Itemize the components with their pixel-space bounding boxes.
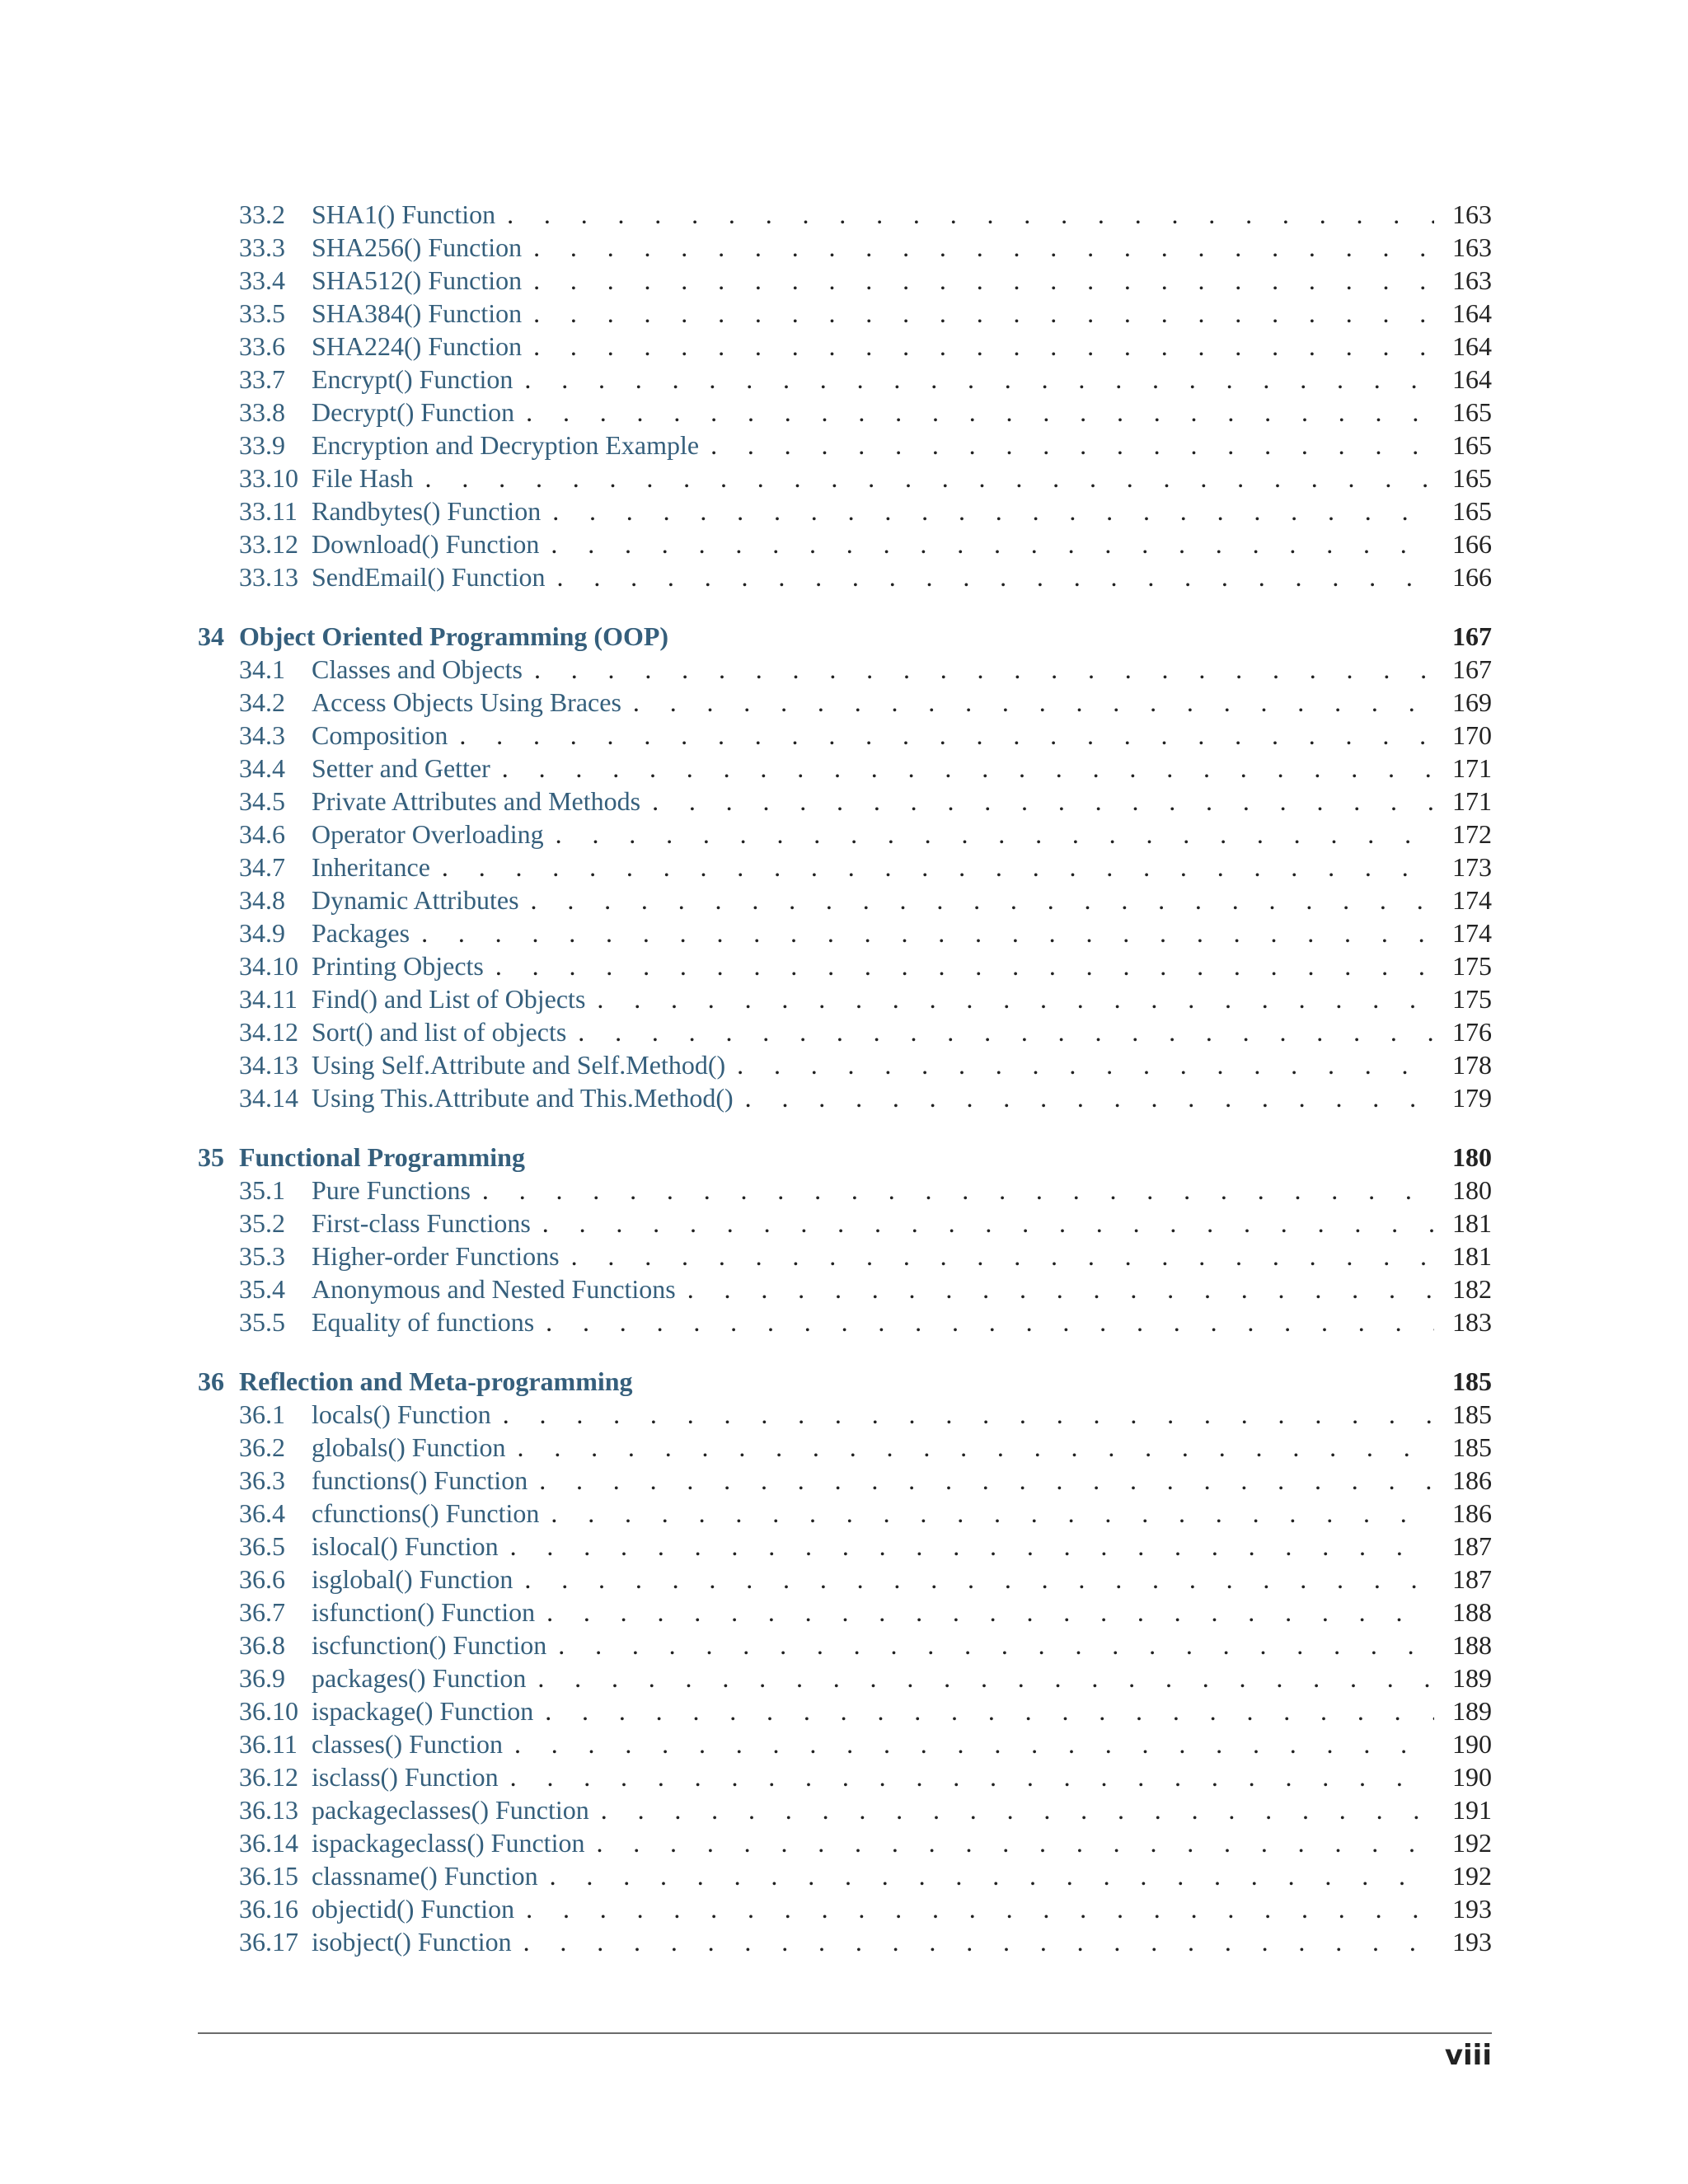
section-title-link[interactable]: Sort() and list of objects (312, 1017, 567, 1047)
chapter-number: 35 (198, 1142, 224, 1172)
section-number: 36.5 (239, 1531, 285, 1561)
toc-section-entry[interactable] (198, 1081, 1492, 1114)
section-number: 36.9 (239, 1663, 285, 1693)
dot-leader (737, 1048, 1434, 1081)
section-page-number: 163 (1452, 199, 1492, 229)
dot-leader (557, 560, 1434, 593)
toc-section-entry[interactable] (198, 198, 1492, 231)
section-page-number: 191 (1452, 1795, 1492, 1825)
section-page-number: 163 (1452, 265, 1492, 295)
dot-leader (421, 916, 1434, 949)
section-number: 33.2 (239, 199, 285, 229)
dot-leader (514, 1727, 1434, 1760)
toc-section-entry[interactable] (198, 851, 1492, 883)
toc-section-entry[interactable] (198, 1694, 1492, 1727)
dot-leader (551, 1497, 1434, 1530)
dot-leader (556, 818, 1434, 851)
section-page-number: 181 (1452, 1241, 1492, 1271)
dot-leader (552, 494, 1434, 527)
toc-section-entry[interactable] (198, 1727, 1492, 1760)
section-page-number: 172 (1452, 819, 1492, 849)
dot-leader (710, 429, 1434, 462)
section-title-link[interactable]: isglobal() Function (312, 1564, 513, 1594)
dot-leader (510, 1760, 1434, 1793)
section-number: 36.17 (239, 1927, 298, 1957)
section-page-number: 164 (1452, 364, 1492, 394)
section-title-link[interactable]: packageclasses() Function (312, 1795, 589, 1825)
section-title-link[interactable]: Decrypt() Function (312, 397, 515, 427)
section-title-link[interactable]: isfunction() Function (312, 1597, 536, 1627)
section-title-link[interactable]: packages() Function (312, 1663, 527, 1693)
dot-leader (546, 1596, 1434, 1629)
section-page-number: 164 (1452, 331, 1492, 361)
toc-chapter-entry[interactable] (198, 1141, 1492, 1174)
dot-leader (633, 686, 1434, 719)
section-title-link[interactable]: isclass() Function (312, 1762, 499, 1792)
section-number: 36.15 (239, 1861, 298, 1891)
section-number: 36.11 (239, 1729, 298, 1759)
section-number: 34.13 (239, 1050, 298, 1080)
dot-leader (533, 330, 1434, 363)
toc-section-entry[interactable] (198, 785, 1492, 818)
toc-section-entry[interactable] (198, 686, 1492, 719)
toc-section-entry[interactable] (198, 494, 1492, 527)
toc-section-entry[interactable] (198, 363, 1492, 396)
toc-section-entry[interactable] (198, 1596, 1492, 1629)
section-number: 33.13 (239, 562, 298, 592)
section-title-link[interactable]: Dynamic Attributes (312, 885, 519, 915)
section-page-number: 178 (1452, 1050, 1492, 1080)
dot-leader (526, 1892, 1434, 1925)
page-number: viii (1444, 2039, 1492, 2072)
section-page-number: 175 (1452, 984, 1492, 1014)
section-title-link[interactable]: Inheritance (312, 852, 430, 882)
toc-section-entry[interactable] (198, 916, 1492, 949)
section-title-link[interactable]: SHA1() Function (312, 199, 496, 229)
section-number: 33.12 (239, 529, 298, 559)
dot-leader (578, 1015, 1434, 1048)
toc-section-entry[interactable] (198, 396, 1492, 429)
section-number: 34.8 (239, 885, 285, 915)
toc-section-entry[interactable] (198, 527, 1492, 560)
dot-leader (550, 1859, 1434, 1892)
section-number: 34.9 (239, 918, 285, 948)
toc-section-entry[interactable] (198, 818, 1492, 851)
section-number: 36.1 (239, 1399, 285, 1429)
toc-group (198, 1365, 1492, 1958)
section-page-number: 163 (1452, 232, 1492, 262)
toc-section-entry[interactable] (198, 653, 1492, 686)
section-page-number: 185 (1452, 1399, 1492, 1429)
section-page-number: 193 (1452, 1894, 1492, 1924)
section-title-link[interactable]: First-class Functions (312, 1208, 531, 1238)
section-page-number: 188 (1452, 1630, 1492, 1660)
section-page-number: 182 (1452, 1274, 1492, 1304)
toc-section-entry[interactable] (198, 1629, 1492, 1661)
section-number: 33.10 (239, 463, 298, 493)
section-title-link[interactable]: Using This.Attribute and This.Method() (312, 1083, 734, 1113)
dot-leader (503, 1398, 1434, 1431)
toc-section-entry[interactable] (198, 560, 1492, 593)
section-title-link[interactable]: Higher-order Functions (312, 1241, 560, 1271)
table-of-contents (198, 198, 1492, 1958)
section-number: 34.11 (239, 984, 298, 1014)
toc-section-entry[interactable] (198, 1015, 1492, 1048)
toc-section-entry[interactable] (198, 1497, 1492, 1530)
section-title-link[interactable]: Setter and Getter (312, 753, 490, 783)
section-page-number: 187 (1452, 1531, 1492, 1561)
section-number: 35.1 (239, 1175, 285, 1205)
toc-section-entry[interactable] (198, 1464, 1492, 1497)
section-title-link[interactable]: locals() Function (312, 1399, 491, 1429)
section-title-link[interactable]: classname() Function (312, 1861, 538, 1891)
toc-section-entry[interactable] (198, 231, 1492, 264)
dot-leader (542, 1207, 1434, 1240)
section-number: 33.7 (239, 364, 285, 394)
section-page-number: 185 (1452, 1432, 1492, 1462)
section-page-number: 189 (1452, 1663, 1492, 1693)
toc-chapter-entry[interactable] (198, 620, 1492, 653)
dot-leader (539, 1464, 1434, 1497)
toc-section-entry[interactable] (198, 1793, 1492, 1826)
dot-leader (526, 396, 1434, 429)
dot-leader (687, 1272, 1434, 1305)
section-title-link[interactable]: Composition (312, 720, 448, 750)
section-page-number: 189 (1452, 1696, 1492, 1726)
chapter-number: 36 (198, 1366, 224, 1396)
toc-section-entry[interactable] (198, 883, 1492, 916)
section-page-number: 173 (1452, 852, 1492, 882)
dot-leader (425, 462, 1434, 494)
toc-section-entry[interactable] (198, 1207, 1492, 1240)
dot-leader (531, 883, 1434, 916)
section-page-number: 166 (1452, 562, 1492, 592)
section-title-link[interactable]: globals() Function (312, 1432, 506, 1462)
toc-section-entry[interactable] (198, 1240, 1492, 1272)
dot-leader (524, 363, 1434, 396)
section-title-link[interactable]: Download() Function (312, 529, 540, 559)
section-title-link[interactable]: Private Attributes and Methods (312, 786, 641, 816)
chapter-number: 34 (198, 621, 224, 651)
section-number: 36.12 (239, 1762, 298, 1792)
toc-section-entry[interactable] (198, 264, 1492, 297)
toc-section-entry[interactable] (198, 1760, 1492, 1793)
section-page-number: 186 (1452, 1465, 1492, 1495)
section-number: 36.2 (239, 1432, 285, 1462)
section-title-link[interactable]: ispackageclass() Function (312, 1828, 585, 1858)
section-page-number: 165 (1452, 397, 1492, 427)
section-number: 36.13 (239, 1795, 298, 1825)
section-number: 35.5 (239, 1307, 285, 1337)
section-number: 36.4 (239, 1498, 285, 1528)
section-title-link[interactable]: Equality of functions (312, 1307, 535, 1337)
toc-section-entry[interactable] (198, 982, 1492, 1015)
section-title-link[interactable]: Operator Overloading (312, 819, 544, 849)
dot-leader (533, 297, 1434, 330)
section-title-link[interactable]: islocal() Function (312, 1531, 499, 1561)
dot-leader (558, 1629, 1434, 1661)
dot-leader (507, 198, 1434, 231)
toc-group (198, 198, 1492, 593)
section-title-link[interactable]: File Hash (312, 463, 414, 493)
section-number: 35.2 (239, 1208, 285, 1238)
section-number: 34.3 (239, 720, 285, 750)
dot-leader (551, 527, 1434, 560)
section-page-number: 181 (1452, 1208, 1492, 1238)
section-number: 36.14 (239, 1828, 298, 1858)
section-page-number: 165 (1452, 496, 1492, 526)
toc-section-entry[interactable] (198, 1530, 1492, 1563)
toc-section-entry[interactable] (198, 949, 1492, 982)
section-page-number: 174 (1452, 885, 1492, 915)
section-number: 34.6 (239, 819, 285, 849)
toc-section-entry[interactable] (198, 719, 1492, 752)
section-number: 36.7 (239, 1597, 285, 1627)
section-title-link[interactable]: Pure Functions (312, 1175, 471, 1205)
section-number: 36.16 (239, 1894, 298, 1924)
chapter-title-link[interactable]: Object Oriented Programming (OOP) (239, 621, 669, 651)
toc-section-entry[interactable] (198, 1272, 1492, 1305)
section-page-number: 171 (1452, 753, 1492, 783)
section-number: 33.6 (239, 331, 285, 361)
dot-leader (442, 851, 1434, 883)
dot-leader (524, 1563, 1434, 1596)
section-number: 34.1 (239, 654, 285, 684)
section-page-number: 166 (1452, 529, 1492, 559)
toc-section-entry[interactable] (198, 1563, 1492, 1596)
section-number: 36.8 (239, 1630, 285, 1660)
section-number: 33.3 (239, 232, 285, 262)
section-title-link[interactable]: cfunctions() Function (312, 1498, 540, 1528)
toc-section-entry[interactable] (198, 1048, 1492, 1081)
section-page-number: 187 (1452, 1564, 1492, 1594)
section-number: 35.4 (239, 1274, 285, 1304)
dot-leader (518, 1431, 1434, 1464)
toc-section-entry[interactable] (198, 1892, 1492, 1925)
section-page-number: 192 (1452, 1828, 1492, 1858)
dot-leader (601, 1793, 1434, 1826)
section-number: 34.14 (239, 1083, 298, 1113)
dot-leader (482, 1174, 1434, 1207)
section-title-link[interactable]: Anonymous and Nested Functions (312, 1274, 676, 1304)
toc-chapter-entry[interactable] (198, 1365, 1492, 1398)
dot-leader (597, 982, 1434, 1015)
toc-section-entry[interactable] (198, 1859, 1492, 1892)
section-title-link[interactable]: SHA224() Function (312, 331, 523, 361)
chapter-page-number: 180 (1452, 1142, 1492, 1172)
section-number: 36.10 (239, 1696, 298, 1726)
section-page-number: 167 (1452, 654, 1492, 684)
section-title-link[interactable]: Classes and Objects (312, 654, 523, 684)
dot-leader (459, 719, 1434, 752)
section-number: 34.4 (239, 753, 285, 783)
section-number: 34.10 (239, 951, 298, 981)
section-page-number: 180 (1452, 1175, 1492, 1205)
section-number: 33.11 (239, 496, 298, 526)
toc-section-entry[interactable] (198, 1431, 1492, 1464)
dot-leader (523, 1925, 1434, 1958)
section-page-number: 170 (1452, 720, 1492, 750)
toc-section-entry[interactable] (198, 330, 1492, 363)
dot-leader (545, 1694, 1434, 1727)
chapter-page-number: 185 (1452, 1366, 1492, 1396)
section-number: 35.3 (239, 1241, 285, 1271)
section-title-link[interactable]: Packages (312, 918, 410, 948)
section-number: 33.8 (239, 397, 285, 427)
section-title-link[interactable]: iscfunction() Function (312, 1630, 547, 1660)
section-number: 33.4 (239, 265, 285, 295)
section-page-number: 190 (1452, 1762, 1492, 1792)
toc-group (198, 1141, 1492, 1338)
section-number: 36.6 (239, 1564, 285, 1594)
section-title-link[interactable]: Randbytes() Function (312, 496, 542, 526)
toc-section-entry[interactable] (198, 1305, 1492, 1338)
section-number: 33.5 (239, 298, 285, 328)
toc-section-entry[interactable] (198, 752, 1492, 785)
dot-leader (534, 653, 1434, 686)
dot-leader (596, 1826, 1434, 1859)
toc-section-entry[interactable] (198, 462, 1492, 494)
dot-leader (571, 1240, 1434, 1272)
section-number: 34.12 (239, 1017, 298, 1047)
section-title-link[interactable]: objectid() Function (312, 1894, 515, 1924)
dot-leader (537, 1661, 1434, 1694)
dot-leader (510, 1530, 1434, 1563)
toc-section-entry[interactable] (198, 1826, 1492, 1859)
section-title-link[interactable]: SHA384() Function (312, 298, 523, 328)
section-title-link[interactable]: functions() Function (312, 1465, 528, 1495)
section-title-link[interactable]: Encrypt() Function (312, 364, 513, 394)
section-page-number: 176 (1452, 1017, 1492, 1047)
section-number: 34.2 (239, 687, 285, 717)
dot-leader (745, 1081, 1434, 1114)
section-page-number: 165 (1452, 463, 1492, 493)
section-title-link[interactable]: Access Objects Using Braces (312, 687, 621, 717)
section-page-number: 175 (1452, 951, 1492, 981)
section-page-number: 188 (1452, 1597, 1492, 1627)
footer-divider (198, 2032, 1492, 2034)
section-title-link[interactable]: Printing Objects (312, 951, 484, 981)
dot-leader (533, 231, 1434, 264)
toc-section-entry[interactable] (198, 1925, 1492, 1958)
section-page-number: 174 (1452, 918, 1492, 948)
toc-section-entry[interactable] (198, 1398, 1492, 1431)
toc-group (198, 620, 1492, 1114)
section-title-link[interactable]: classes() Function (312, 1729, 503, 1759)
section-number: 34.5 (239, 786, 285, 816)
section-title-link[interactable]: isobject() Function (312, 1927, 512, 1957)
section-page-number: 183 (1452, 1307, 1492, 1337)
dot-leader (495, 949, 1434, 982)
toc-section-entry[interactable] (198, 1661, 1492, 1694)
section-page-number: 190 (1452, 1729, 1492, 1759)
toc-section-entry[interactable] (198, 429, 1492, 462)
section-title-link[interactable]: ispackage() Function (312, 1696, 534, 1726)
section-title-link[interactable]: Find() and List of Objects (312, 984, 586, 1014)
dot-leader (533, 264, 1434, 297)
section-number: 33.9 (239, 430, 285, 460)
chapter-page-number: 167 (1452, 621, 1492, 651)
toc-section-entry[interactable] (198, 1174, 1492, 1207)
section-number: 34.7 (239, 852, 285, 882)
section-title-link[interactable]: Using Self.Attribute and Self.Method() (312, 1050, 726, 1080)
toc-section-entry[interactable] (198, 297, 1492, 330)
dot-leader (546, 1305, 1434, 1338)
section-number: 36.3 (239, 1465, 285, 1495)
chapter-title-link[interactable]: Functional Programming (239, 1142, 525, 1172)
section-title-link[interactable]: Encryption and Decryption Example (312, 430, 700, 460)
section-page-number: 164 (1452, 298, 1492, 328)
section-page-number: 193 (1452, 1927, 1492, 1957)
section-page-number: 192 (1452, 1861, 1492, 1891)
dot-leader (652, 785, 1434, 818)
section-page-number: 169 (1452, 687, 1492, 717)
chapter-title-link[interactable]: Reflection and Meta-programming (239, 1366, 633, 1396)
section-page-number: 171 (1452, 786, 1492, 816)
section-page-number: 179 (1452, 1083, 1492, 1113)
section-title-link[interactable]: SHA256() Function (312, 232, 523, 262)
section-page-number: 186 (1452, 1498, 1492, 1528)
section-title-link[interactable]: SendEmail() Function (312, 562, 546, 592)
section-title-link[interactable]: SHA512() Function (312, 265, 523, 295)
section-page-number: 165 (1452, 430, 1492, 460)
dot-leader (502, 752, 1434, 785)
